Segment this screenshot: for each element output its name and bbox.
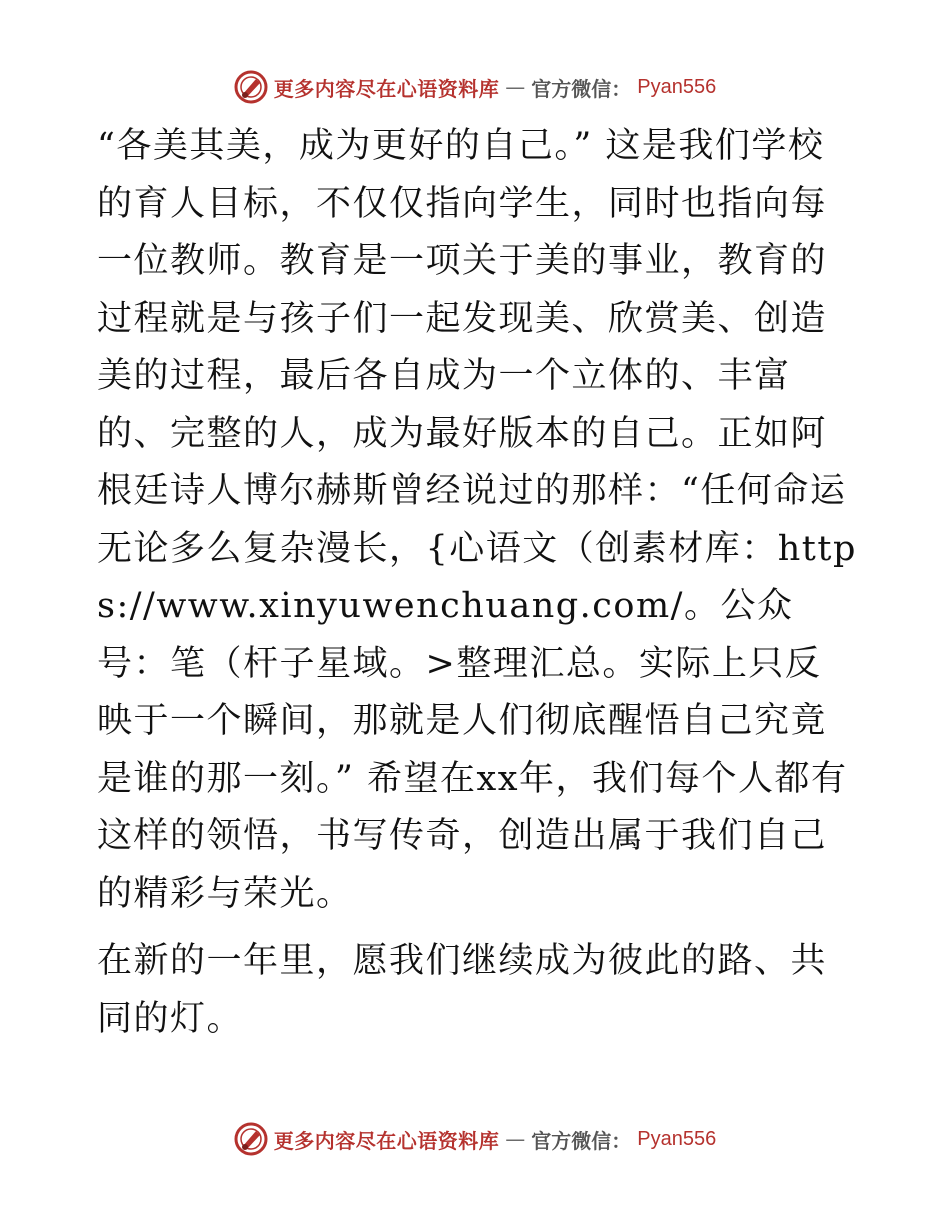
footer-banner-text: 更多内容尽在心语资料库 [273,1128,500,1153]
paragraph-main: “各美其美，成为更好的自己。” 这是我们学校的育人目标，不仅仅指向学生，同时也指向每一位教师。教育是一项关于美的事业，教育的过程就是与孩子们一起发现美、欣赏美、创造美的过程，最后各自成为一个立体的、丰富的、完整的人，成为最好版本的自己。正如阿根廷诗人博尔赫斯曾经说过的那样：“任何命运无论多么复杂漫长，{心语文（创素材库：https://www.xinyuwenchuang.com/。公众号：笔（杆子星域。>整理汇总。实际上只反映于一个瞬间，那就是人们彻底醒悟自己究竟是谁的那一刻。” 希望在xx年，我们每个人都有这样的领悟，书写传奇，创造出属于我们自己的精彩与荣光。 [97,126,857,914]
header-banner [0,70,950,104]
header-banner-official-label: 官方微信： [531,76,632,101]
footer-wechat-id: Pyan556 [637,1127,717,1150]
paragraph-closing: 在新的一年里，愿我们继续成为彼此的路、共同的灯。 [97,941,828,1039]
header-banner-separator: — [505,75,526,99]
footer-banner-separator: — [505,1127,526,1151]
seal-logo-icon [234,1122,268,1156]
header-wechat-id: Pyan556 [637,75,717,98]
footer-banner-official-label: 官方微信： [531,1128,632,1153]
document-body [97,118,857,1048]
seal-logo-icon [234,70,268,104]
header-banner-text: 更多内容尽在心语资料库 [273,76,500,101]
footer-banner [0,1122,950,1156]
